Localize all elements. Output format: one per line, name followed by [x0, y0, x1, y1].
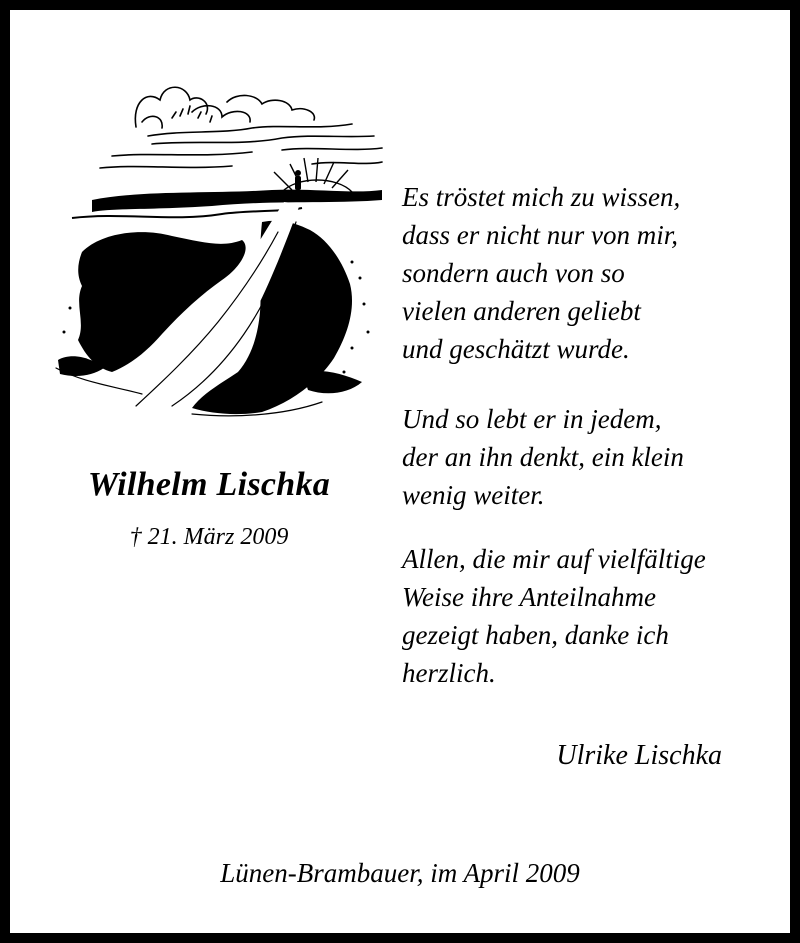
poem-line: dass er nicht nur von mir, — [402, 220, 678, 250]
poem-line: und geschätzt wurde. — [402, 334, 630, 364]
thanks-text — [402, 540, 706, 692]
death-date: † 21. März 2009 — [129, 524, 289, 550]
thanks-line: Weise ihre Anteilnahme — [402, 582, 656, 612]
poem-line: Es tröstet mich zu wissen, — [402, 182, 681, 212]
signature: Ulrike Lischka — [556, 740, 722, 771]
place-date: Lünen-Brambauer, im April 2009 — [220, 858, 580, 888]
poem-line: Und so lebt er in jedem, — [402, 404, 662, 434]
poem-stanza-2 — [402, 400, 684, 514]
thanks-line: herzlich. — [402, 658, 496, 688]
poem-line: wenig weiter. — [402, 480, 545, 510]
thanks-line: gezeigt haben, danke ich — [402, 620, 669, 650]
landscape-path-illustration — [52, 72, 388, 422]
poem-line: vielen anderen geliebt — [402, 296, 641, 326]
poem-line: sondern auch von so — [402, 258, 625, 288]
deceased-name: Wilhelm Lischka — [87, 466, 331, 503]
poem-line: der an ihn denkt, ein klein — [402, 442, 684, 472]
thanks-line: Allen, die mir auf vielfältige — [402, 544, 706, 574]
poem-stanza-1 — [402, 178, 680, 368]
